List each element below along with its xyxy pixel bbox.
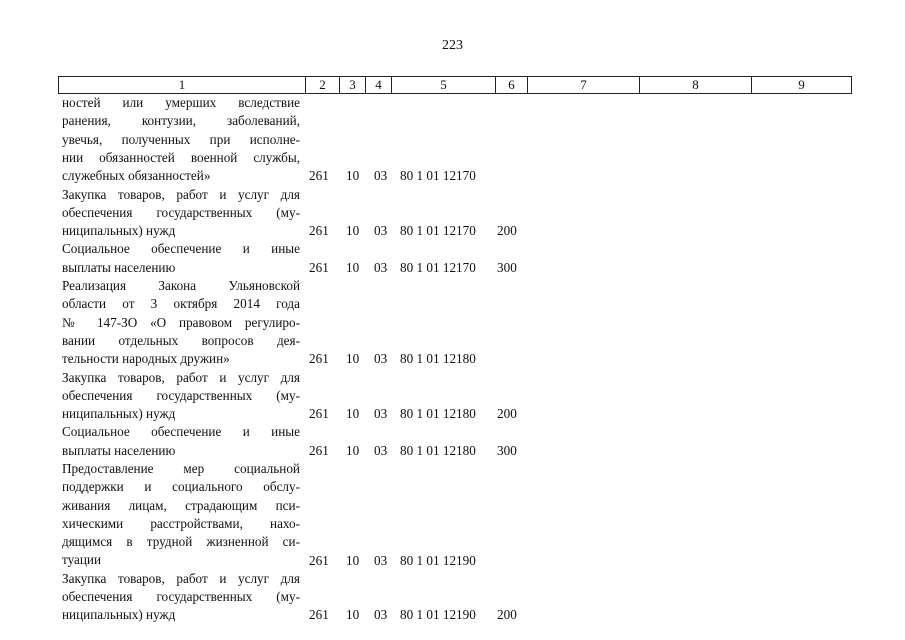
page-number: 223 <box>442 38 463 53</box>
row-description <box>62 369 300 424</box>
description-line: служебных обязанностей» <box>62 168 211 184</box>
cell-column-6: 300 <box>497 442 517 458</box>
cell-column-3: 10 <box>346 168 360 184</box>
cell-column-2: 261 <box>309 607 329 623</box>
column-header-row <box>58 76 852 94</box>
description-line: живания лицам, страдающим пси- <box>62 497 300 513</box>
cell-column-2: 261 <box>309 442 329 458</box>
cell-column-3: 10 <box>346 351 360 367</box>
cell-column-3: 10 <box>346 406 360 422</box>
cell-column-4: 03 <box>374 351 388 367</box>
description-line: ниципальных) нужд <box>62 223 176 239</box>
description-line: вании отдельных вопросов дея- <box>62 332 300 348</box>
column-header-8: 8 <box>639 77 751 93</box>
cell-column-5: 80 1 01 12180 <box>400 351 476 367</box>
description-line: ранения, контузии, заболеваний, <box>62 113 300 129</box>
cell-column-5: 80 1 01 12180 <box>400 442 476 458</box>
cell-column-2: 261 <box>309 406 329 422</box>
description-line: Закупка товаров, работ и услуг для <box>62 570 300 586</box>
description-line: Реализация Закона Ульяновской <box>62 278 300 293</box>
column-header-5: 5 <box>391 77 495 93</box>
description-line: туации <box>62 552 102 568</box>
cell-column-4: 03 <box>374 607 388 623</box>
description-line: Социальное обеспечение и иные <box>62 241 300 257</box>
cell-column-4: 03 <box>374 259 388 275</box>
cell-column-5: 80 1 01 12180 <box>400 406 476 422</box>
description-line: ностей или умерших вследствие <box>62 95 300 110</box>
column-header-9: 9 <box>751 77 851 93</box>
cell-column-2: 261 <box>309 552 329 568</box>
column-header-7: 7 <box>527 77 639 93</box>
description-line: поддержки и социального обслу- <box>62 479 300 495</box>
cell-column-5: 80 1 01 12190 <box>400 552 476 568</box>
cell-column-5: 80 1 01 12170 <box>400 168 476 184</box>
description-line: выплаты населению <box>62 442 176 458</box>
description-line: № 147-ЗО «О правовом регулиро- <box>62 314 300 330</box>
description-line: дящимся в трудной жизненной си- <box>62 534 300 550</box>
cell-column-5: 80 1 01 12190 <box>400 607 476 623</box>
description-line: области от 3 октября 2014 года <box>62 296 300 312</box>
cell-column-3: 10 <box>346 223 360 239</box>
cell-column-2: 261 <box>309 168 329 184</box>
cell-column-6: 200 <box>497 223 517 239</box>
cell-column-2: 261 <box>309 351 329 367</box>
description-line: тельности народных дружин» <box>62 351 230 367</box>
description-line: ниципальных) нужд <box>62 607 176 623</box>
cell-column-4: 03 <box>374 406 388 422</box>
cell-column-3: 10 <box>346 442 360 458</box>
cell-column-6: 200 <box>497 607 517 623</box>
description-line: обеспечения государственных (му- <box>62 204 300 220</box>
cell-column-5: 80 1 01 12170 <box>400 223 476 239</box>
cell-column-4: 03 <box>374 223 388 239</box>
column-header-4: 4 <box>365 77 391 93</box>
description-line: выплаты населению <box>62 259 176 275</box>
cell-column-6: 200 <box>497 406 517 422</box>
description-line: Закупка товаров, работ и услуг для <box>62 186 300 202</box>
row-description <box>62 240 300 277</box>
description-line: Социальное обеспечение и иные <box>62 424 300 440</box>
column-header-1: 1 <box>178 77 186 92</box>
cell-column-4: 03 <box>374 442 388 458</box>
cell-column-2: 261 <box>309 259 329 275</box>
description-line: увечья, полученных при исполне- <box>62 131 300 147</box>
description-line: Предоставление мер социальной <box>62 461 300 476</box>
column-header-2: 2 <box>305 77 339 93</box>
row-description <box>62 277 300 368</box>
cell-column-4: 03 <box>374 552 388 568</box>
cell-column-3: 10 <box>346 607 360 623</box>
row-description <box>62 460 300 570</box>
cell-column-4: 03 <box>374 168 388 184</box>
cell-column-3: 10 <box>346 259 360 275</box>
description-line: обеспечения государственных (му- <box>62 589 300 605</box>
cell-column-6: 300 <box>497 259 517 275</box>
row-description <box>62 423 300 460</box>
row-description <box>62 570 300 625</box>
description-line: Закупка товаров, работ и услуг для <box>62 369 300 385</box>
column-header-6: 6 <box>495 77 527 93</box>
cell-column-5: 80 1 01 12170 <box>400 259 476 275</box>
row-description <box>62 94 300 185</box>
row-description <box>62 186 300 241</box>
column-header-3: 3 <box>339 77 365 93</box>
description-line: нии обязанностей военной службы, <box>62 149 300 165</box>
cell-column-3: 10 <box>346 552 360 568</box>
description-line: хическими расстройствами, нахо- <box>62 515 300 531</box>
description-line: ниципальных) нужд <box>62 406 176 422</box>
description-line: обеспечения государственных (му- <box>62 387 300 403</box>
cell-column-2: 261 <box>309 223 329 239</box>
